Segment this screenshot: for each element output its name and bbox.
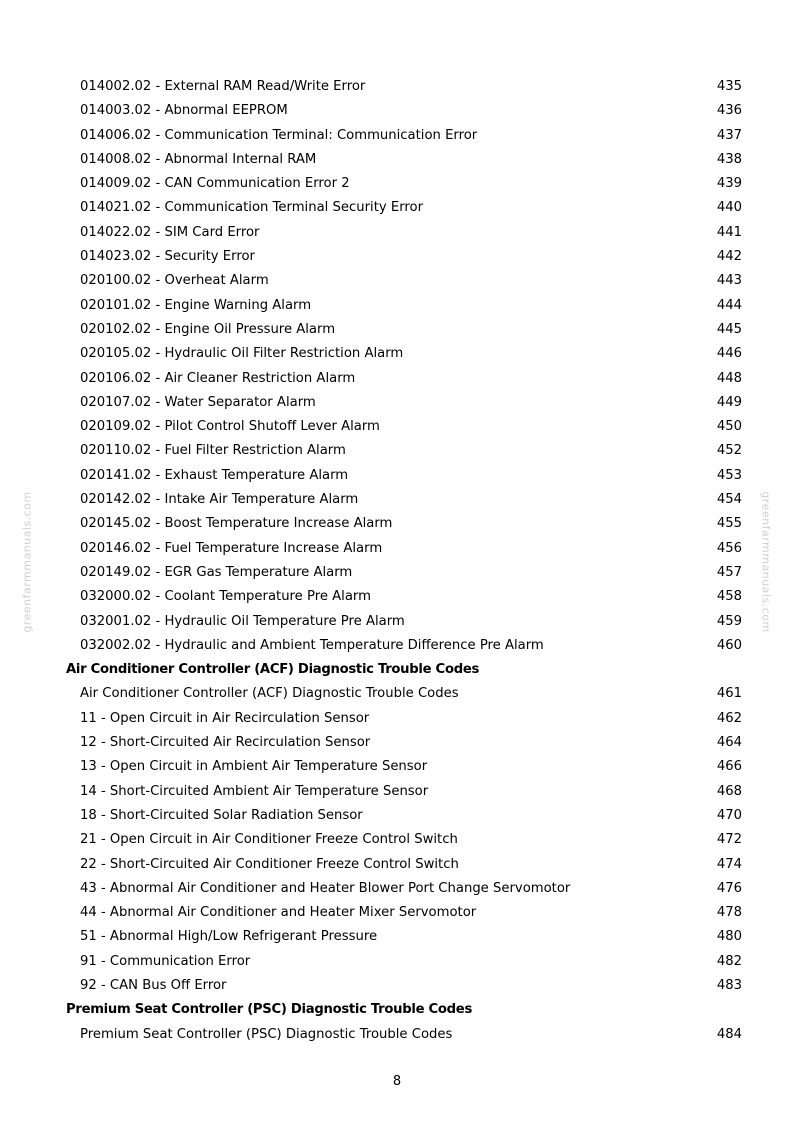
toc-entry-title: 22 - Short-Circuited Air Conditioner Freeze Control Switch (80, 856, 459, 872)
watermark-left: greenfarmmanuals.com (20, 491, 34, 633)
toc-entry-page: 439 (716, 176, 742, 192)
toc-entry[interactable] (0, 318, 794, 342)
toc-entry-title: 032001.02 - Hydraulic Oil Temperature Pre Alarm (80, 613, 405, 629)
toc-entry-page: 464 (716, 735, 742, 751)
toc-section-heading[interactable] (0, 658, 794, 682)
toc-entry-page: 476 (716, 880, 742, 896)
toc-entry-page: 454 (716, 492, 742, 508)
toc-entry-page: 468 (716, 783, 742, 799)
toc-entry[interactable] (0, 682, 794, 706)
toc-entry-page: 444 (716, 297, 742, 313)
toc-entry[interactable] (0, 99, 794, 123)
toc-entry[interactable] (0, 853, 794, 877)
toc-entry-title: 11 - Open Circuit in Air Recirculation Sensor (80, 710, 370, 726)
toc-entry-title: 020141.02 - Exhaust Temperature Alarm (80, 467, 349, 483)
toc-entry[interactable] (0, 124, 794, 148)
toc-entry-title: 14 - Short-Circuited Ambient Air Temperature Sensor (80, 783, 429, 799)
toc-entry-page: 443 (716, 273, 742, 289)
toc-entry-title: 020149.02 - EGR Gas Temperature Alarm (80, 564, 353, 580)
table-of-contents (0, 75, 794, 1047)
toc-entry-title: 51 - Abnormal High/Low Refrigerant Pressure (80, 929, 378, 945)
toc-entry-title: Premium Seat Controller (PSC) Diagnostic Trouble Codes (66, 1002, 472, 1018)
page-number: 8 (392, 1074, 402, 1089)
toc-entry-page: 478 (716, 905, 742, 921)
toc-entry[interactable] (0, 342, 794, 366)
toc-entry[interactable] (0, 537, 794, 561)
toc-entry-page: 461 (716, 686, 742, 702)
toc-entry[interactable] (0, 780, 794, 804)
toc-entry[interactable] (0, 901, 794, 925)
toc-entry-page: 482 (716, 953, 742, 969)
toc-entry-page: 484 (716, 1026, 742, 1042)
toc-entry[interactable] (0, 707, 794, 731)
toc-entry-page: 445 (716, 321, 742, 337)
toc-entry-title: 032000.02 - Coolant Temperature Pre Alarm (80, 589, 371, 605)
toc-entry-title: 020107.02 - Water Separator Alarm (80, 394, 316, 410)
toc-entry[interactable] (0, 415, 794, 439)
toc-entry-title: Air Conditioner Controller (ACF) Diagnostic Trouble Codes (66, 662, 480, 678)
toc-entry-title: 014006.02 - Communication Terminal: Communication Error (80, 127, 478, 143)
toc-entry-page: 450 (716, 419, 742, 435)
toc-entry[interactable] (0, 269, 794, 293)
toc-entry-page: 466 (716, 759, 742, 775)
watermark-right: greenfarmmanuals.com (759, 491, 773, 633)
toc-entry[interactable] (0, 585, 794, 609)
toc-entry-title: 014002.02 - External RAM Read/Write Error (80, 79, 366, 94)
toc-entry[interactable] (0, 877, 794, 901)
toc-entry-page: 455 (716, 516, 742, 532)
toc-entry-page: 459 (716, 613, 742, 629)
toc-entry-page: 440 (716, 200, 742, 216)
toc-entry[interactable] (0, 172, 794, 196)
toc-entry-title: 18 - Short-Circuited Solar Radiation Sensor (80, 807, 363, 823)
toc-entry[interactable] (0, 561, 794, 585)
toc-entry[interactable] (0, 925, 794, 949)
toc-entry-title: 020106.02 - Air Cleaner Restriction Alarm (80, 370, 356, 386)
toc-entry[interactable] (0, 828, 794, 852)
toc-entry-title: 020110.02 - Fuel Filter Restriction Alarm (80, 443, 346, 459)
toc-entry[interactable] (0, 148, 794, 172)
toc-entry-title: Air Conditioner Controller (ACF) Diagnostic Trouble Codes (80, 686, 459, 702)
toc-entry[interactable] (0, 294, 794, 318)
toc-entry-title: 020105.02 - Hydraulic Oil Filter Restriction Alarm (80, 346, 404, 362)
toc-entry-title: 020145.02 - Boost Temperature Increase Alarm (80, 516, 393, 532)
toc-entry[interactable] (0, 464, 794, 488)
toc-entry[interactable] (0, 221, 794, 245)
toc-entry-title: Premium Seat Controller (PSC) Diagnostic Trouble Codes (80, 1026, 453, 1042)
toc-entry-page: 456 (716, 540, 742, 556)
toc-entry-page: 470 (716, 807, 742, 823)
toc-entry-title: 91 - Communication Error (80, 953, 251, 969)
toc-entry-page: 460 (716, 637, 742, 653)
toc-entry-title: 014021.02 - Communication Terminal Security Error (80, 200, 424, 216)
toc-entry[interactable] (0, 610, 794, 634)
toc-entry-page: 458 (716, 589, 742, 605)
toc-entry[interactable] (0, 731, 794, 755)
toc-entry-page: 452 (716, 443, 742, 459)
toc-entry-title: 21 - Open Circuit in Air Conditioner Freeze Control Switch (80, 832, 458, 848)
toc-entry-title: 014009.02 - CAN Communication Error 2 (80, 176, 350, 192)
toc-entry[interactable] (0, 488, 794, 512)
toc-entry[interactable] (0, 974, 794, 998)
toc-entry-title: 13 - Open Circuit in Ambient Air Temperature Sensor (80, 759, 428, 775)
toc-entry-title: 43 - Abnormal Air Conditioner and Heater Blower Port Change Servomotor (80, 880, 571, 896)
toc-entry[interactable] (0, 755, 794, 779)
toc-entry-title: 020109.02 - Pilot Control Shutoff Lever Alarm (80, 419, 380, 435)
toc-entry[interactable] (0, 634, 794, 658)
toc-entry-page: 436 (716, 103, 742, 119)
toc-entry-title: 020100.02 - Overheat Alarm (80, 273, 269, 289)
toc-entry-page: 441 (716, 224, 742, 240)
toc-entry-title: 014023.02 - Security Error (80, 249, 255, 265)
toc-entry-title: 020101.02 - Engine Warning Alarm (80, 297, 312, 313)
toc-entry-page: 483 (716, 977, 742, 993)
toc-entry-title: 44 - Abnormal Air Conditioner and Heater Mixer Servomotor (80, 905, 477, 921)
toc-entry-title: 12 - Short-Circuited Air Recirculation Sensor (80, 735, 371, 751)
toc-entry-page: 437 (716, 127, 742, 143)
toc-entry-title: 014008.02 - Abnormal Internal RAM (80, 151, 317, 167)
toc-entry[interactable] (0, 950, 794, 974)
toc-entry[interactable] (0, 196, 794, 220)
toc-entry[interactable] (0, 75, 794, 99)
toc-entry[interactable] (0, 391, 794, 415)
toc-entry-title: 92 - CAN Bus Off Error (80, 977, 227, 993)
toc-entry-page: 453 (716, 467, 742, 483)
toc-entry[interactable] (0, 1023, 794, 1047)
toc-entry-page: 448 (716, 370, 742, 386)
toc-entry-page: 438 (716, 151, 742, 167)
toc-entry-page: 480 (716, 929, 742, 945)
toc-entry-page: 442 (716, 249, 742, 265)
toc-entry-page: 462 (716, 710, 742, 726)
toc-section-heading[interactable] (0, 998, 794, 1022)
toc-entry-page: 435 (716, 79, 742, 94)
toc-entry-page: 457 (716, 564, 742, 580)
toc-entry-title: 020142.02 - Intake Air Temperature Alarm (80, 492, 359, 508)
toc-entry[interactable] (0, 804, 794, 828)
toc-entry-title: 014022.02 - SIM Card Error (80, 224, 260, 240)
toc-entry-page: 449 (716, 394, 742, 410)
toc-entry-page: 472 (716, 832, 742, 848)
toc-entry-title: 020146.02 - Fuel Temperature Increase Alarm (80, 540, 383, 556)
toc-entry-page: 446 (716, 346, 742, 362)
toc-entry-page: 474 (716, 856, 742, 872)
toc-entry[interactable] (0, 245, 794, 269)
toc-entry-title: 032002.02 - Hydraulic and Ambient Temperature Difference Pre Alarm (80, 637, 544, 653)
toc-entry[interactable] (0, 367, 794, 391)
toc-entry[interactable] (0, 512, 794, 536)
toc-entry-title: 020102.02 - Engine Oil Pressure Alarm (80, 321, 336, 337)
toc-entry[interactable] (0, 439, 794, 463)
toc-entry-title: 014003.02 - Abnormal EEPROM (80, 103, 288, 119)
